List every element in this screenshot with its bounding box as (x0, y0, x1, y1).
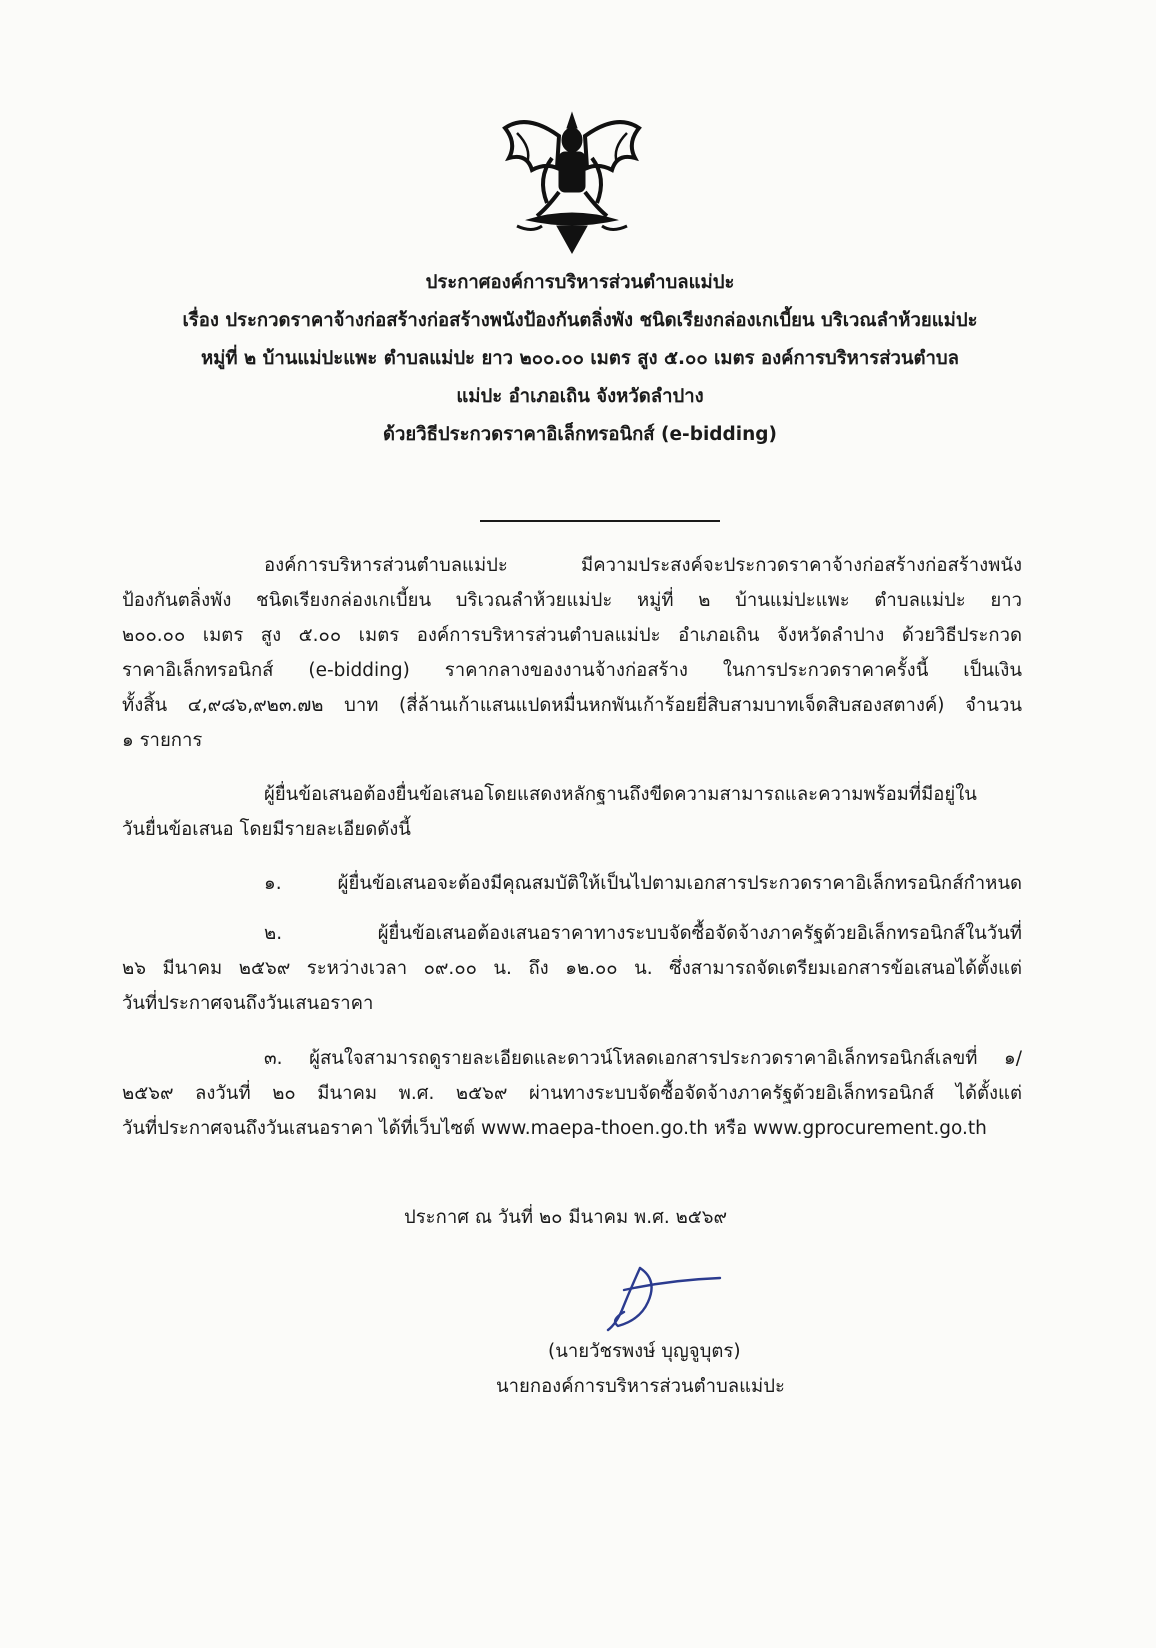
para1-line-1: องค์การบริหารส่วนตำบลแม่ปะ มีความประสงค์จะประกวดราคาจ้างก่อสร้างก่อสร้างพนัง (264, 555, 1022, 576)
signatory-name: (นายวัชรพงษ์ บุญจูบุตร) (548, 1341, 741, 1362)
para2-line-1: ผู้ยื่นข้อเสนอต้องยื่นข้อเสนอโดยแสดงหลักฐานถึงขีดความสามารถและความพร้อมที่มีอยู่ใน (264, 784, 977, 805)
item2-line-1: ๒. ผู้ยื่นข้อเสนอต้องเสนอราคาทางระบบจัดซื้อจัดจ้างภาครัฐด้วยอิเล็กทรอนิกส์ในวันที่ (264, 923, 1022, 944)
heading-line-1: ประกาศองค์การบริหารส่วนตำบลแม่ปะ (425, 272, 735, 293)
garuda-emblem-icon (497, 108, 647, 256)
para1-line-6: ๑ รายการ (122, 730, 203, 751)
para1-line-5: ทั้งสิ้น ๔,๙๘๖,๙๒๓.๗๒ บาท (สี่ล้านเก้าแสนแปดหมื่นหกพันเก้าร้อยยี่สิบสามบาทเจ็ดสิบสองสตางค์) จำนวน (122, 695, 1022, 716)
heading-divider (480, 520, 720, 522)
item1-line-1: ๑. ผู้ยื่นข้อเสนอจะต้องมีคุณสมบัติให้เป็นไปตามเอกสารประกวดราคาอิเล็กทรอนิกส์กำหนด (264, 873, 1022, 894)
signatory-title: นายกองค์การบริหารส่วนตำบลแม่ปะ (496, 1376, 785, 1397)
announcement-date: ประกาศ ณ วันที่ ๒๐ มีนาคม พ.ศ. ๒๕๖๙ (404, 1207, 728, 1228)
para1-line-3: ๒๐๐.๐๐ เมตร สูง ๕.๐๐ เมตร องค์การบริหารส่วนตำบลแม่ปะ อำเภอเถิน จังหวัดลำปาง ด้วยวิธีประกวด (122, 625, 1022, 646)
item3-line-2: ๒๕๖๙ ลงวันที่ ๒๐ มีนาคม พ.ศ. ๒๕๖๙ ผ่านทางระบบจัดซื้อจัดจ้างภาครัฐด้วยอิเล็กทรอนิกส์ ได้ตั้งแต่ (122, 1083, 1022, 1104)
announcement-heading (110, 264, 1050, 454)
heading-line-4: แม่ปะ อำเภอเถิน จังหวัดลำปาง (456, 386, 704, 407)
para1-line-2: ป้องกันตลิ่งพัง ชนิดเรียงกล่องเกเบี้ยน บริเวณลำห้วยแม่ปะ หมู่ที่ ๒ บ้านแม่ปะแพะ ตำบลแม่ปะ ยาว (122, 590, 1022, 611)
para1-line-4: ราคาอิเล็กทรอนิกส์ (e-bidding) ราคากลางของงานจ้างก่อสร้าง ในการประกวดราคาครั้งนี้ เป็นเงิน (122, 660, 1022, 681)
heading-line-5: ด้วยวิธีประกวดราคาอิเล็กทรอนิกส์ (e-bidding) (383, 424, 777, 445)
item3-line-1: ๓. ผู้สนใจสามารถดูรายละเอียดและดาวน์โหลดเอกสารประกวดราคาอิเล็กทรอนิกส์เลขที่ ๑/ (264, 1048, 1022, 1069)
heading-line-2: เรื่อง ประกวดราคาจ้างก่อสร้างก่อสร้างพนังป้องกันตลิ่งพัง ชนิดเรียงกล่องเกเบี้ยน บริเวณลำห้วยแม่ปะ (182, 310, 978, 331)
signature-icon (600, 1260, 730, 1335)
item2-line-2: ๒๖ มีนาคม ๒๕๖๙ ระหว่างเวลา ๐๙.๐๐ น. ถึง ๑๒.๐๐ น. ซึ่งสามารถจัดเตรียมเอกสารข้อเสนอได้ตั้งแต่ (122, 958, 1022, 979)
item3-line-3: วันที่ประกาศจนถึงวันเสนอราคา ได้ที่เว็บไซต์ www.maepa-thoen.go.th หรือ www.gprocurement.go.th (122, 1118, 987, 1139)
para2-line-2: วันยื่นข้อเสนอ โดยมีรายละเอียดดังนี้ (122, 819, 411, 840)
item2-line-3: วันที่ประกาศจนถึงวันเสนอราคา (122, 993, 374, 1014)
heading-line-3: หมู่ที่ ๒ บ้านแม่ปะแพะ ตำบลแม่ปะ ยาว ๒๐๐.๐๐ เมตร สูง ๕.๐๐ เมตร องค์การบริหารส่วนตำบล (200, 348, 960, 369)
